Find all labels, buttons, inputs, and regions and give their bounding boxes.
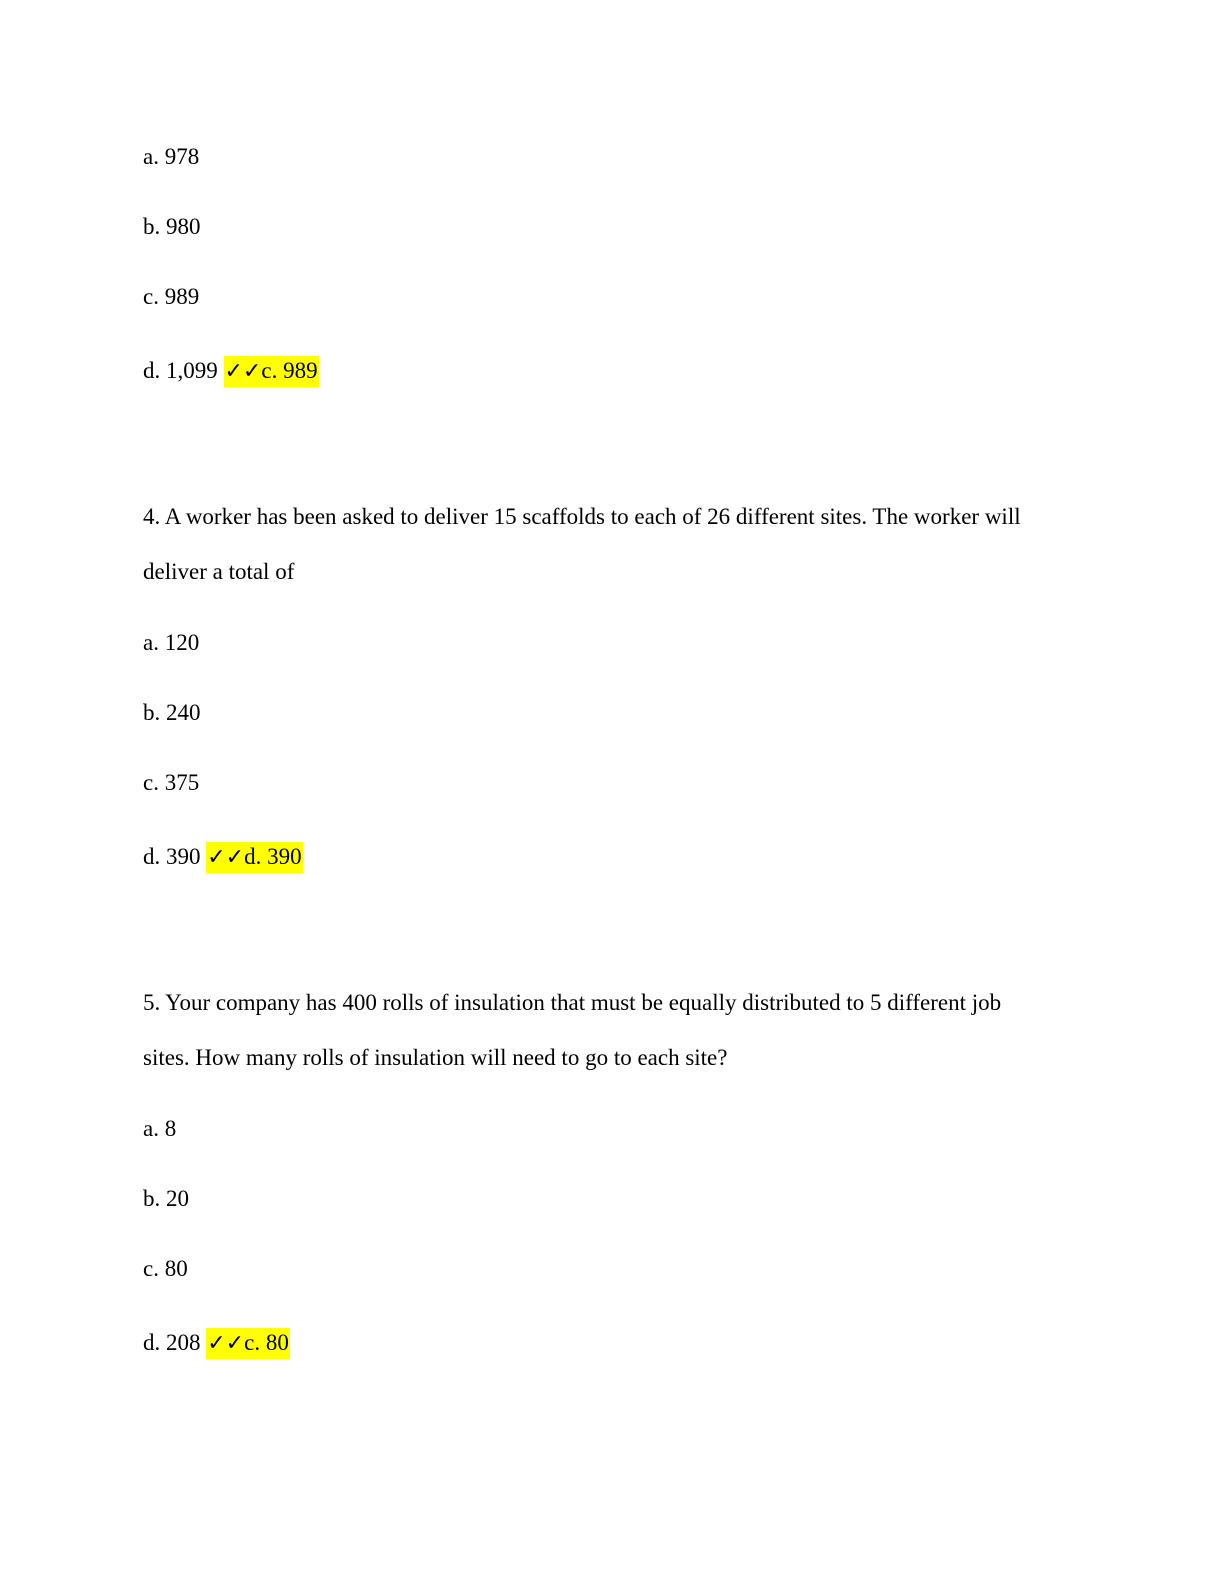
q5-answer: c. 80 xyxy=(244,1330,289,1355)
q3-option-a: a. 978 xyxy=(143,144,200,169)
q4-answer-highlight xyxy=(206,842,302,873)
q4-option-d: d. 390 xyxy=(143,844,201,869)
q4-option-d-row xyxy=(143,842,303,873)
double-check-icon: ✓✓ xyxy=(207,1331,245,1356)
q5-prompt-line1: 5. Your company has 400 rolls of insulation that must be equally distributed to 5 different job xyxy=(143,990,1002,1015)
q4-option-c: c. 375 xyxy=(143,770,200,795)
q5-option-c: c. 80 xyxy=(143,1256,188,1281)
q3-option-b: b. 980 xyxy=(143,214,201,239)
q4-answer: d. 390 xyxy=(244,844,302,869)
q4-prompt-line2: deliver a total of xyxy=(143,559,295,584)
double-check-icon: ✓✓ xyxy=(207,845,245,870)
q5-prompt-line2: sites. How many rolls of insulation will need to go to each site? xyxy=(143,1045,728,1070)
q5-option-d: d. 208 xyxy=(143,1330,201,1355)
q3-option-c: c. 989 xyxy=(143,284,200,309)
q5-option-a: a. 8 xyxy=(143,1116,177,1141)
q5-option-b: b. 20 xyxy=(143,1186,189,1211)
q5-option-d-row xyxy=(143,1328,290,1359)
q4-option-b: b. 240 xyxy=(143,700,201,725)
q3-answer-highlight xyxy=(224,356,319,387)
q3-answer: c. 989 xyxy=(261,358,318,383)
q3-option-d: d. 1,099 xyxy=(143,358,218,383)
q5-answer-highlight xyxy=(206,1328,290,1359)
q3-option-d-row xyxy=(143,356,319,387)
double-check-icon: ✓✓ xyxy=(224,359,262,384)
q4-option-a: a. 120 xyxy=(143,630,200,655)
q4-prompt-line1: 4. A worker has been asked to deliver 15 scaffolds to each of 26 different sites. The worker will xyxy=(143,504,1021,529)
